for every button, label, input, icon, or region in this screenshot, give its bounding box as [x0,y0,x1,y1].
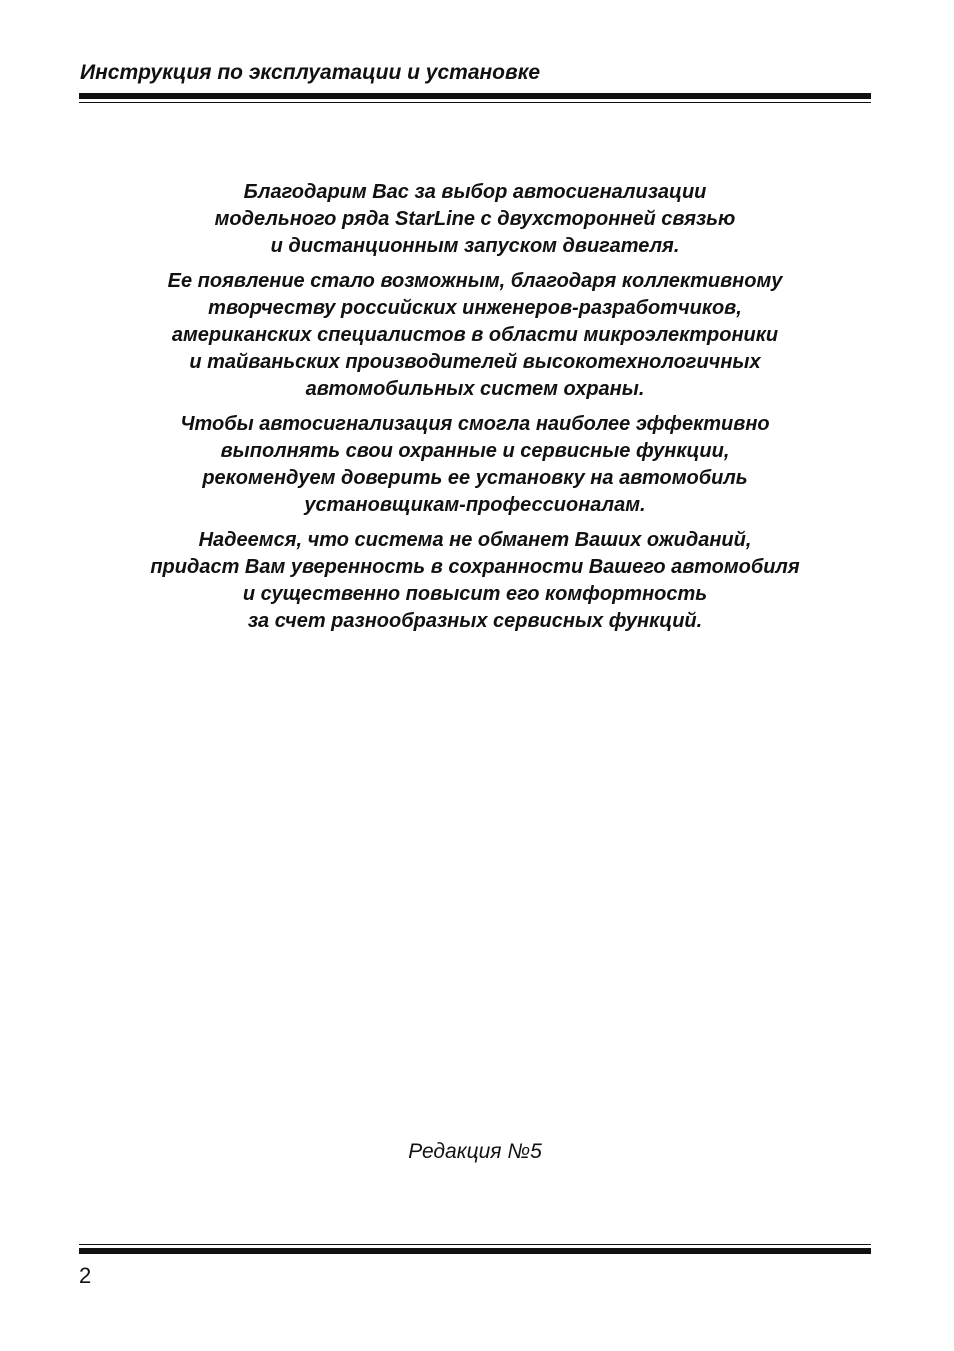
footer-rule-thick [79,1248,871,1254]
intro-line: Ее появление стало возможным, благодаря коллективному [167,270,783,292]
intro-line: и дистанционным запуском двигателя. [270,235,680,257]
intro-line: творчеству российских инженеров-разработчиков, [208,297,742,319]
intro-paragraph [79,411,871,519]
intro-line: американских специалистов в области микроэлектроники [171,324,779,346]
intro-line: и тайваньских производителей высокотехнологичных [189,351,761,373]
intro-line: за счет разнообразных сервисных функций. [247,610,703,632]
intro-line: рекомендуем доверить ее установку на автомобиль [202,467,748,489]
intro-line: Благодарим Вас за выбор автосигнализации [243,181,707,203]
intro-line: придаст Вам уверенность в сохранности Вашего автомобиля [150,556,800,578]
intro-line: автомобильных систем охраны. [305,378,645,400]
page-number: 2 [79,1263,92,1288]
intro-paragraph [79,179,871,260]
intro-paragraph [79,268,871,403]
intro-line: Чтобы автосигнализация смогла наиболее эффективно [180,413,770,435]
intro-line: модельного ряда StarLine с двухсторонней связью [214,208,736,230]
intro-line: установщикам-профессионалам. [304,494,646,516]
header-rule-thin [79,102,871,103]
intro-text [79,179,871,643]
intro-line: Надеемся, что система не обманет Ваших ожиданий, [198,529,752,551]
intro-paragraph [79,527,871,635]
intro-line: выполнять свои охранные и сервисные функции, [220,440,730,462]
edition-label: Редакция №5 [408,1140,542,1163]
footer-rule-thin [79,1244,871,1245]
intro-line: и существенно повысит его комфортность [242,583,708,605]
document-header-title: Инструкция по эксплуатации и установке [80,61,541,84]
header-rule-thick [79,93,871,99]
